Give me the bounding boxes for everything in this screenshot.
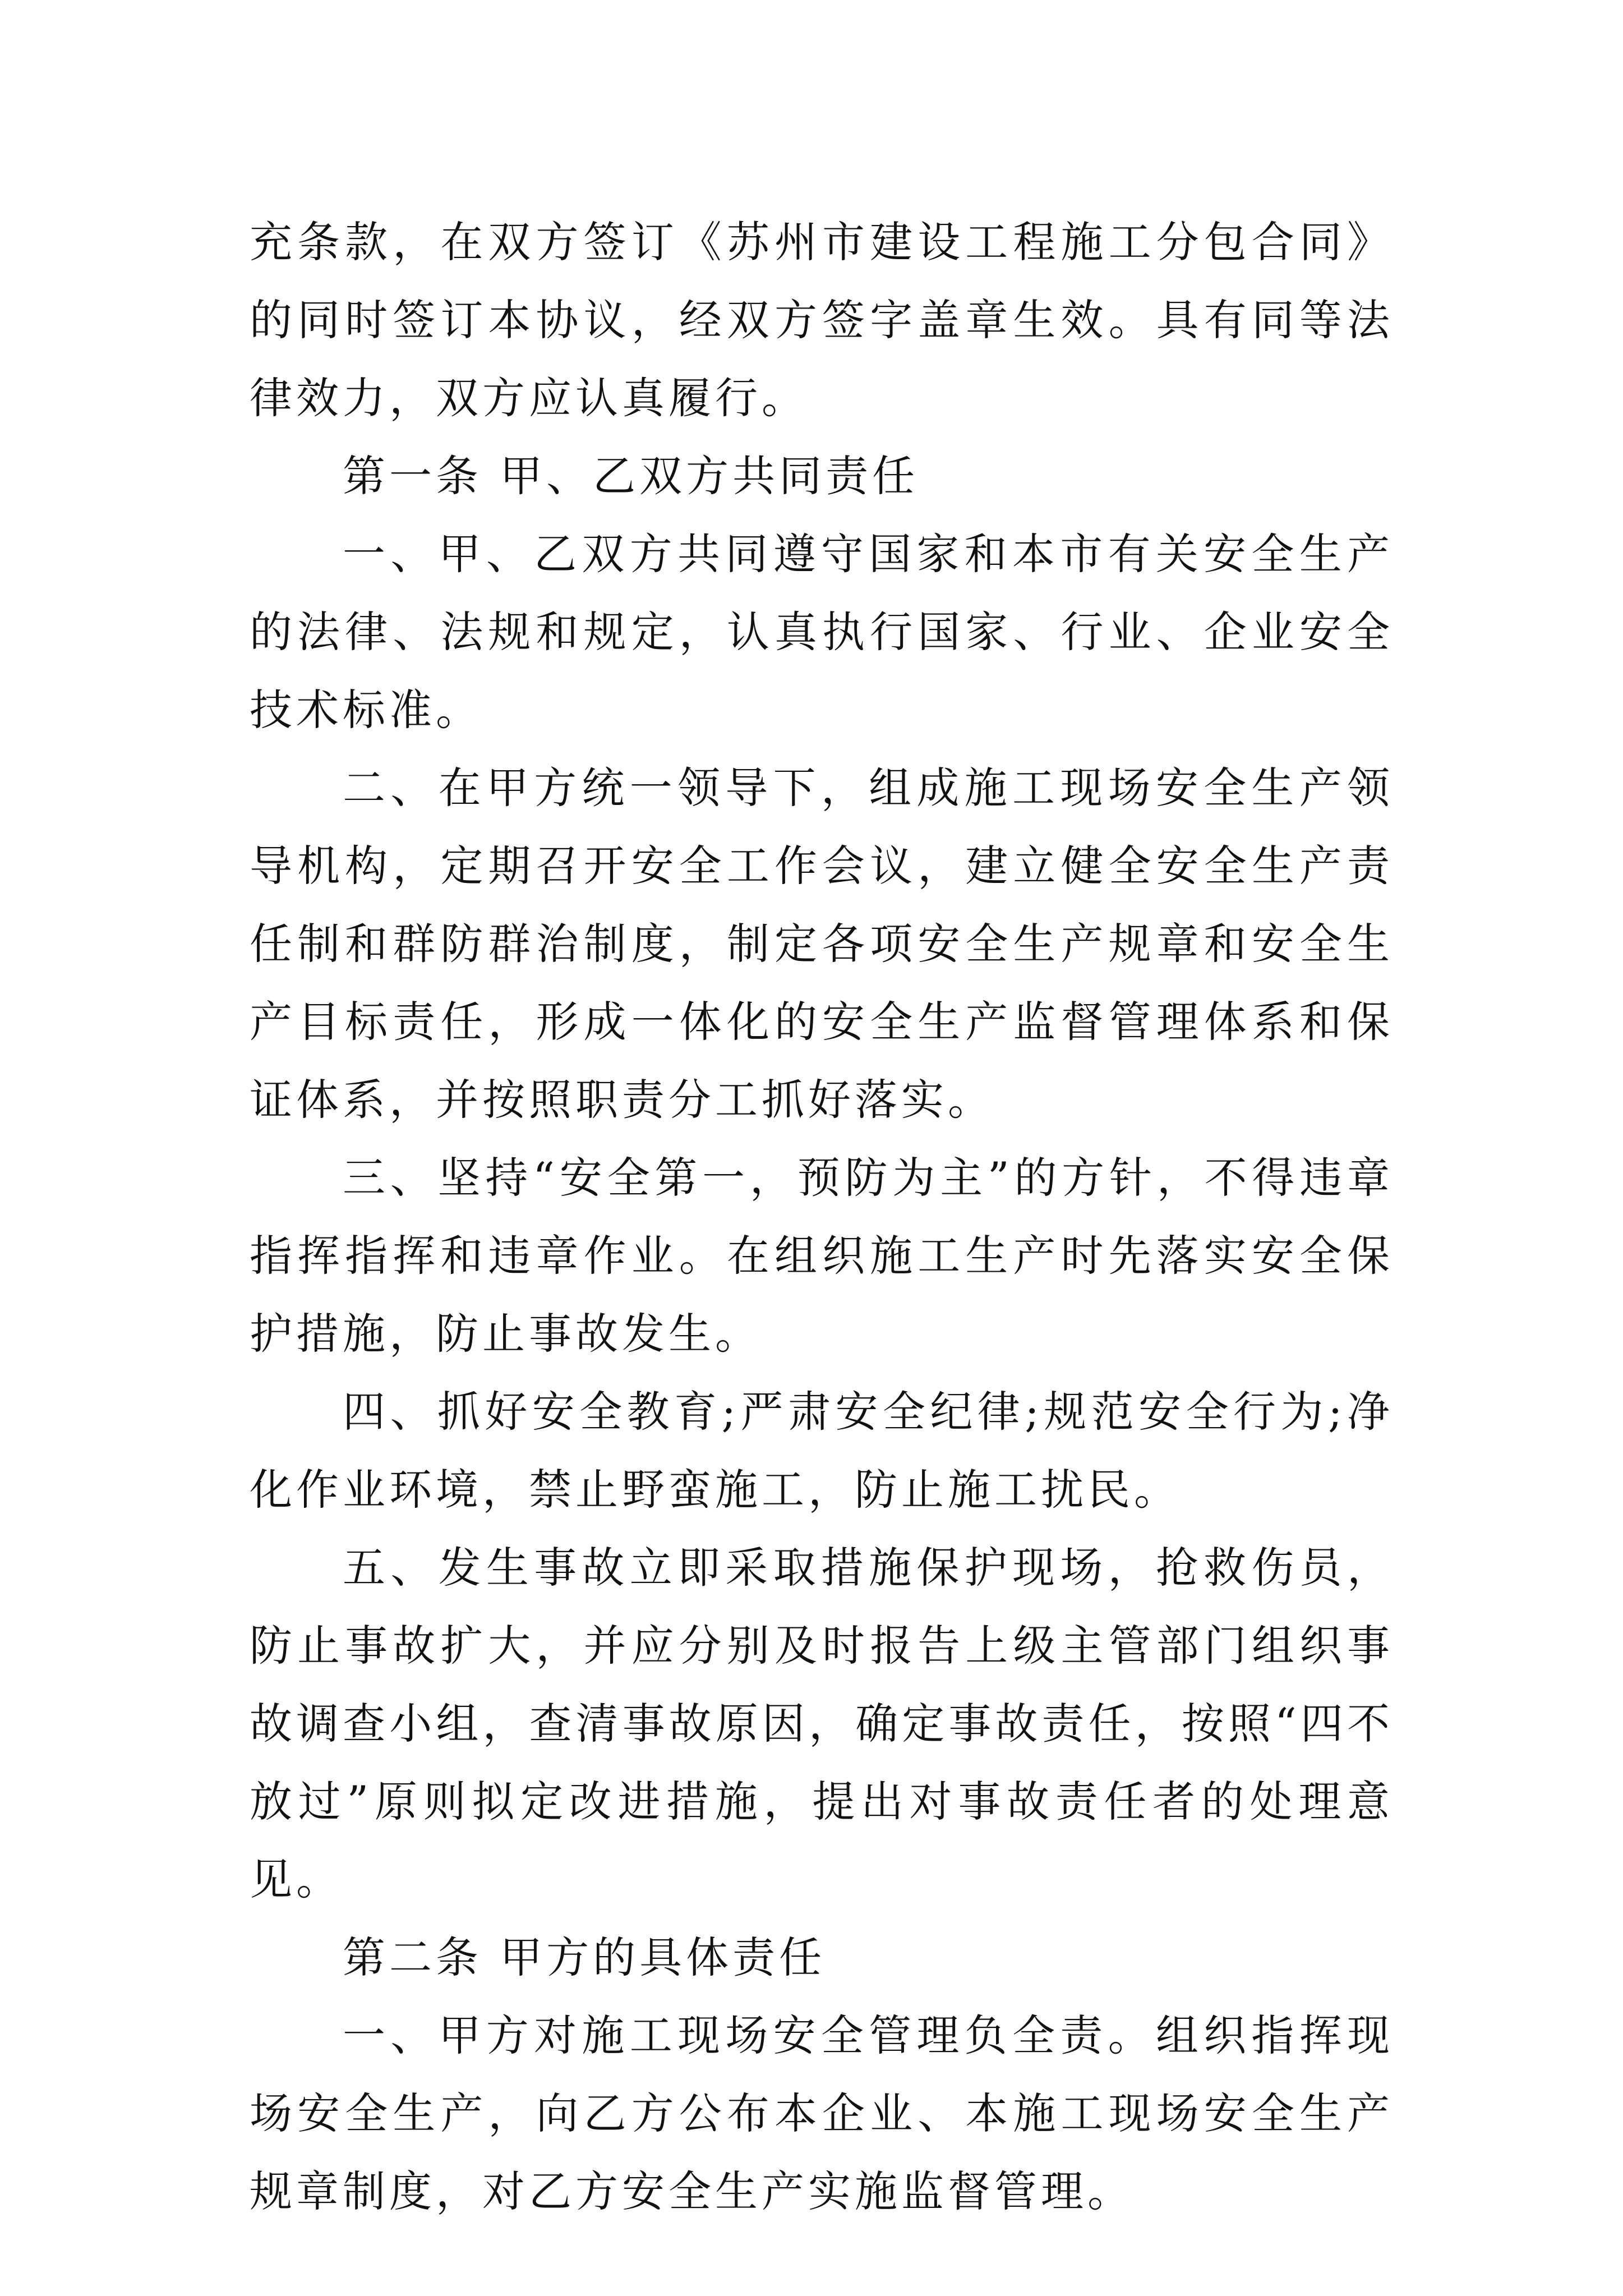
article-1-item-5: 五、发生事故立即采取措施保护现场，抢救伤员，防止事故扩大，并应分别及时报告上级主管部门组织事故调查小组，查清事故原因，确定事故责任，按照“四不放过”原则拟定改进措施，提出对事故责任者的处理意见。: [250, 1543, 1394, 1904]
article-1-item-3: 三、坚持“安全第一，预防为主”的方针，不得违章指挥指挥和违章作业。在组织施工生产时先落实安全保护措施，防止事故发生。: [250, 1153, 1394, 1359]
article-1-item-1: 一、甲、乙双方共同遵守国家和本市有关安全生产的法律、法规和规定，认真执行国家、行业、企业安全技术标准。: [250, 529, 1394, 735]
paragraph-clause-continuation: 充条款，在双方签订《苏州市建设工程施工分包合同》的同时签订本协议，经双方签字盖章生效。具有同等法律效力，双方应认真履行。: [250, 217, 1394, 423]
article-1-item-2: 二、在甲方统一领导下，组成施工现场安全生产领导机构，定期召开安全工作会议，建立健全安全生产责任制和群防群治制度，制定各项安全生产规章和安全生产目标责任，形成一体化的安全生产监督管理体系和保证体系，并按照职责分工抓好落实。: [250, 763, 1394, 1125]
document-body: [250, 203, 1394, 2230]
article-2-heading: 第二条 甲方的具体责任: [343, 1932, 826, 1982]
article-2-item-1: 一、甲方对施工现场安全管理负全责。组织指挥现场安全生产，向乙方公布本企业、本施工现场安全生产规章制度，对乙方安全生产实施监督管理。: [250, 2010, 1394, 2216]
article-1-heading: 第一条 甲、乙双方共同责任: [343, 451, 919, 501]
article-1-item-4: 四、抓好安全教育;严肃安全纪律;规范安全行为;净化作业环境，禁止野蛮施工，防止施工扰民。: [250, 1387, 1394, 1515]
